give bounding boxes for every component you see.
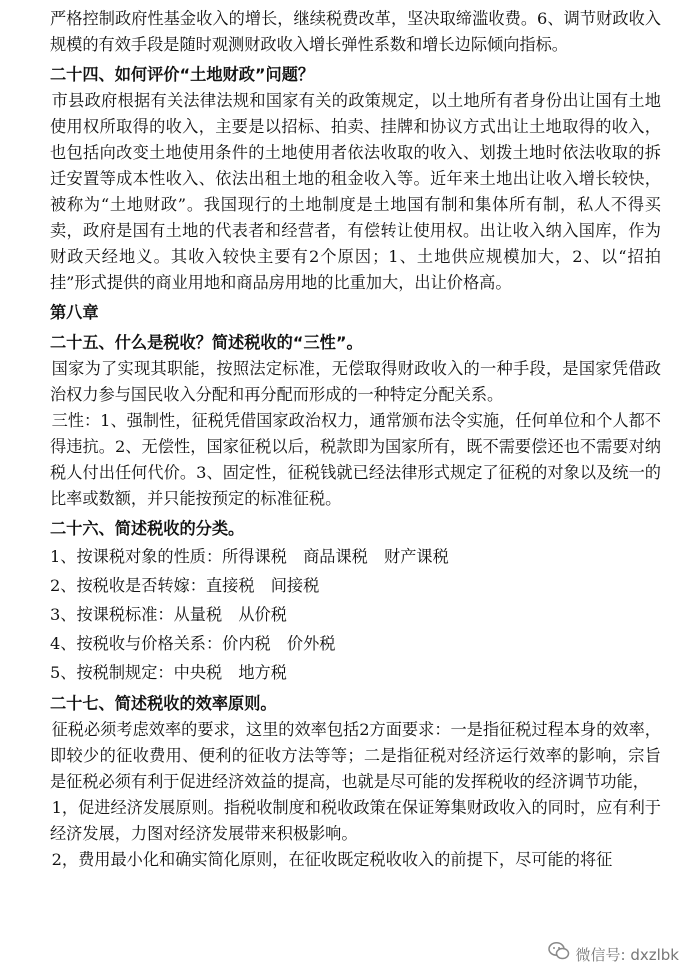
paragraph-27a: 征税必须考虑效率的要求，这里的效率包括2方面要求：一是指征税过程本身的效率，即较少的征收费用、便利的征收方法等等；二是指征税对经济运行效率的影响，宗旨是征税必须有利于促进经济效益的提高，也就是尽可能的发挥税收的经济调节功能，	[50, 720, 661, 791]
paragraph-27c: 2，费用最小化和确实简化原则，在征收既定税收收入的前提下，尽可能的将征	[51, 850, 613, 869]
list-item: 3、按课税标准：从量税 从价税	[50, 605, 287, 624]
heading-26: 二十六、简述税收的分类。	[50, 519, 245, 538]
wechat-watermark	[548, 941, 679, 969]
list-item: 4、按税收与价格关系：价内税 价外税	[50, 634, 336, 653]
watermark-text: 微信号: dxzlbk	[575, 946, 679, 964]
heading-27: 二十七、简述税收的效率原则。	[50, 694, 277, 713]
list-item: 5、按税制规定：中央税 地方税	[50, 663, 287, 682]
wechat-icon	[548, 941, 570, 969]
paragraph-25a: 国家为了实现其职能，按照法定标准，无偿取得财政收入的一种手段，是国家凭借政治权力参与国民收入分配和再分配而形成的一种特定分配关系。	[50, 359, 661, 404]
paragraph-25b: 三性：1、强制性，征税凭借国家政治权力，通常颁布法令实施，任何单位和个人都不得违抗。2、无偿性，国家征税以后，税款即为国家所有，既不需要偿还也不需要对纳税人付出任何代价。3、固定性，征税钱就已经法律形式规定了征税的对象以及统一的比率或数额，并只能按预定的标准征税。	[50, 411, 661, 508]
heading-24: 二十四、如何评价“土地财政”问题？	[50, 65, 315, 84]
chapter-heading: 第八章	[50, 303, 99, 322]
list-item: 2、按税收是否转嫁：直接税 间接税	[50, 576, 320, 595]
heading-25: 二十五、什么是税收？简述税收的“三性”。	[50, 333, 363, 352]
classification-list	[50, 542, 661, 687]
paragraph-24: 市县政府根据有关法律法规和国家有关的政策规定，以土地所有者身份出让国有土地使用权所取得的收入，主要是以招标、拍卖、挂牌和协议方式出让土地取得的收入，也包括向改变土地使用条件的土地使用者依法收取的收入、划拨土地时依法收取的拆迁安置等成本性收入、依法出租土地的租金收入等。近年来土地出让收入增长较快，被称为“土地财政”。我国现行的土地制度是土地国有制和集体所有制，私人不得买卖，政府是国有土地的代表者和经营者，有偿转让使用权。出让收入纳入国库，作为财政天经地义。其收入较快主要有2个原因；1、土地供应规模加大，2、以“招拍挂”形式提供的商业用地和商品房用地的比重加大，出让价格高。	[50, 91, 661, 292]
list-item: 1、按课税对象的性质：所得课税 商品课税 财产课税	[50, 547, 449, 566]
paragraph-27b: 1，促进经济发展原则。指税收制度和税收政策在保证筹集财政收入的同时，应有利于经济发展，力图对经济发展带来积极影响。	[50, 798, 661, 843]
paragraph-top: 严格控制政府性基金收入的增长，继续税费改革，坚决取缔滥收费。6、调节财政收入规模的有效手段是随时观测财政收入增长弹性系数和增长边际倾向指标。	[50, 9, 661, 54]
